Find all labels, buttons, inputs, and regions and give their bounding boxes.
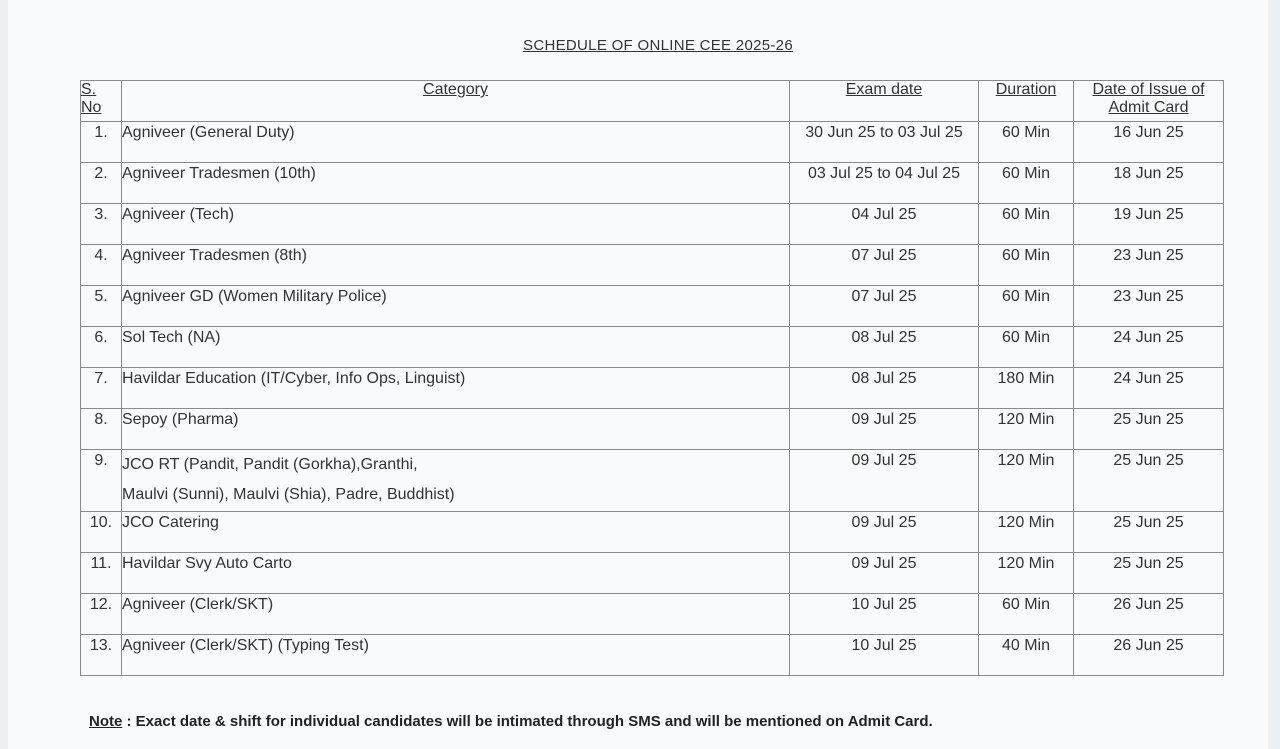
- cell-exam-date: 07 Jul 25: [790, 286, 979, 327]
- cell-exam-date: 09 Jul 25: [790, 409, 979, 450]
- table-row: [81, 368, 1224, 409]
- cell-exam-date: 07 Jul 25: [790, 245, 979, 286]
- cell-sno: 4.: [81, 245, 122, 286]
- cell-exam-date: 30 Jun 25 to 03 Jul 25: [790, 122, 979, 163]
- table-header-row: [81, 81, 1224, 122]
- header-sno: [81, 81, 122, 122]
- header-exam-date: Exam date: [790, 81, 979, 122]
- cell-duration: 120 Min: [979, 512, 1074, 553]
- cell-duration: 60 Min: [979, 327, 1074, 368]
- cell-category: Sepoy (Pharma): [122, 409, 790, 450]
- cell-category: Agniveer (Clerk/SKT): [122, 594, 790, 635]
- cell-category: Agniveer GD (Women Military Police): [122, 286, 790, 327]
- cell-duration: 120 Min: [979, 409, 1074, 450]
- cell-issue-date: 24 Jun 25: [1074, 368, 1224, 409]
- table-row: [81, 327, 1224, 368]
- cell-category: Agniveer (General Duty): [122, 122, 790, 163]
- cell-sno: 6.: [81, 327, 122, 368]
- cell-sno: 12.: [81, 594, 122, 635]
- cell-issue-date: 25 Jun 25: [1074, 553, 1224, 594]
- cell-category: Havildar Svy Auto Carto: [122, 553, 790, 594]
- table-row: [81, 286, 1224, 327]
- header-sno-line2: No: [81, 99, 102, 116]
- table-row: [81, 204, 1224, 245]
- cell-category-line1: JCO RT (Pandit, Pandit (Gorkha),Granthi,: [122, 456, 418, 473]
- header-issue-line1: Date of Issue of: [1092, 81, 1205, 98]
- cell-issue-date: 19 Jun 25: [1074, 204, 1224, 245]
- cell-duration: 40 Min: [979, 635, 1074, 676]
- cell-duration: 120 Min: [979, 450, 1074, 512]
- cell-exam-date: 09 Jul 25: [790, 450, 979, 512]
- cell-category-line2: Maulvi (Sunni), Maulvi (Shia), Padre, Buddhist): [122, 486, 455, 503]
- table-row: [81, 635, 1224, 676]
- cell-category: Sol Tech (NA): [122, 327, 790, 368]
- header-category: Category: [122, 81, 790, 122]
- cell-sno: 1.: [81, 122, 122, 163]
- table-row: [81, 409, 1224, 450]
- cell-issue-date: 16 Jun 25: [1074, 122, 1224, 163]
- cell-issue-date: 18 Jun 25: [1074, 163, 1224, 204]
- cell-duration: 60 Min: [979, 122, 1074, 163]
- cell-issue-date: 23 Jun 25: [1074, 286, 1224, 327]
- table-row: [81, 594, 1224, 635]
- header-duration: Duration: [979, 81, 1074, 122]
- cell-duration: 180 Min: [979, 368, 1074, 409]
- cell-sno: 5.: [81, 286, 122, 327]
- cell-duration: 60 Min: [979, 204, 1074, 245]
- footnote-label: Note: [89, 713, 123, 730]
- cell-sno: 2.: [81, 163, 122, 204]
- cell-exam-date: 04 Jul 25: [790, 204, 979, 245]
- cell-sno: 8.: [81, 409, 122, 450]
- cell-duration: 120 Min: [979, 553, 1074, 594]
- cell-sno: 7.: [81, 368, 122, 409]
- cell-issue-date: 24 Jun 25: [1074, 327, 1224, 368]
- document-page: [8, 0, 1268, 749]
- cell-sno: 13.: [81, 635, 122, 676]
- table-row: [81, 553, 1224, 594]
- cell-sno: 10.: [81, 512, 122, 553]
- cell-exam-date: 09 Jul 25: [790, 553, 979, 594]
- cell-category: [122, 450, 790, 512]
- document-title: SCHEDULE OF ONLINE CEE 2025-26: [523, 37, 793, 54]
- table-row: [81, 245, 1224, 286]
- cell-sno: 9.: [81, 450, 122, 512]
- cell-duration: 60 Min: [979, 163, 1074, 204]
- cell-category: Agniveer (Tech): [122, 204, 790, 245]
- header-issue-line2: Admit Card: [1108, 99, 1189, 116]
- cell-issue-date: 26 Jun 25: [1074, 635, 1224, 676]
- cell-exam-date: 03 Jul 25 to 04 Jul 25: [790, 163, 979, 204]
- header-admit-card-issue: [1074, 81, 1224, 122]
- cell-exam-date: 10 Jul 25: [790, 594, 979, 635]
- cell-sno: 11.: [81, 553, 122, 594]
- cell-issue-date: 26 Jun 25: [1074, 594, 1224, 635]
- table-row: [81, 163, 1224, 204]
- cell-category: Havildar Education (IT/Cyber, Info Ops, Linguist): [122, 368, 790, 409]
- header-sno-line1: S.: [81, 81, 97, 98]
- cell-category: Agniveer Tradesmen (10th): [122, 163, 790, 204]
- cell-issue-date: 25 Jun 25: [1074, 512, 1224, 553]
- cell-issue-date: 25 Jun 25: [1074, 409, 1224, 450]
- cell-category: JCO Catering: [122, 512, 790, 553]
- cell-sno: 3.: [81, 204, 122, 245]
- cell-exam-date: 10 Jul 25: [790, 635, 979, 676]
- footnote-text: : Exact date & shift for individual candidates will be intimated through SMS and will be mentioned on Admit Card.: [122, 713, 933, 730]
- cell-duration: 60 Min: [979, 286, 1074, 327]
- cell-issue-date: 23 Jun 25: [1074, 245, 1224, 286]
- cell-exam-date: 08 Jul 25: [790, 368, 979, 409]
- cell-duration: 60 Min: [979, 245, 1074, 286]
- table-row: [81, 122, 1224, 163]
- cell-exam-date: 09 Jul 25: [790, 512, 979, 553]
- cell-duration: 60 Min: [979, 594, 1074, 635]
- cell-category: Agniveer (Clerk/SKT) (Typing Test): [122, 635, 790, 676]
- cell-issue-date: 25 Jun 25: [1074, 450, 1224, 512]
- schedule-table: [80, 80, 1224, 676]
- table-row: [81, 450, 1224, 512]
- cell-exam-date: 08 Jul 25: [790, 327, 979, 368]
- table-row: [81, 512, 1224, 553]
- footnote: [89, 713, 933, 730]
- cell-category: Agniveer Tradesmen (8th): [122, 245, 790, 286]
